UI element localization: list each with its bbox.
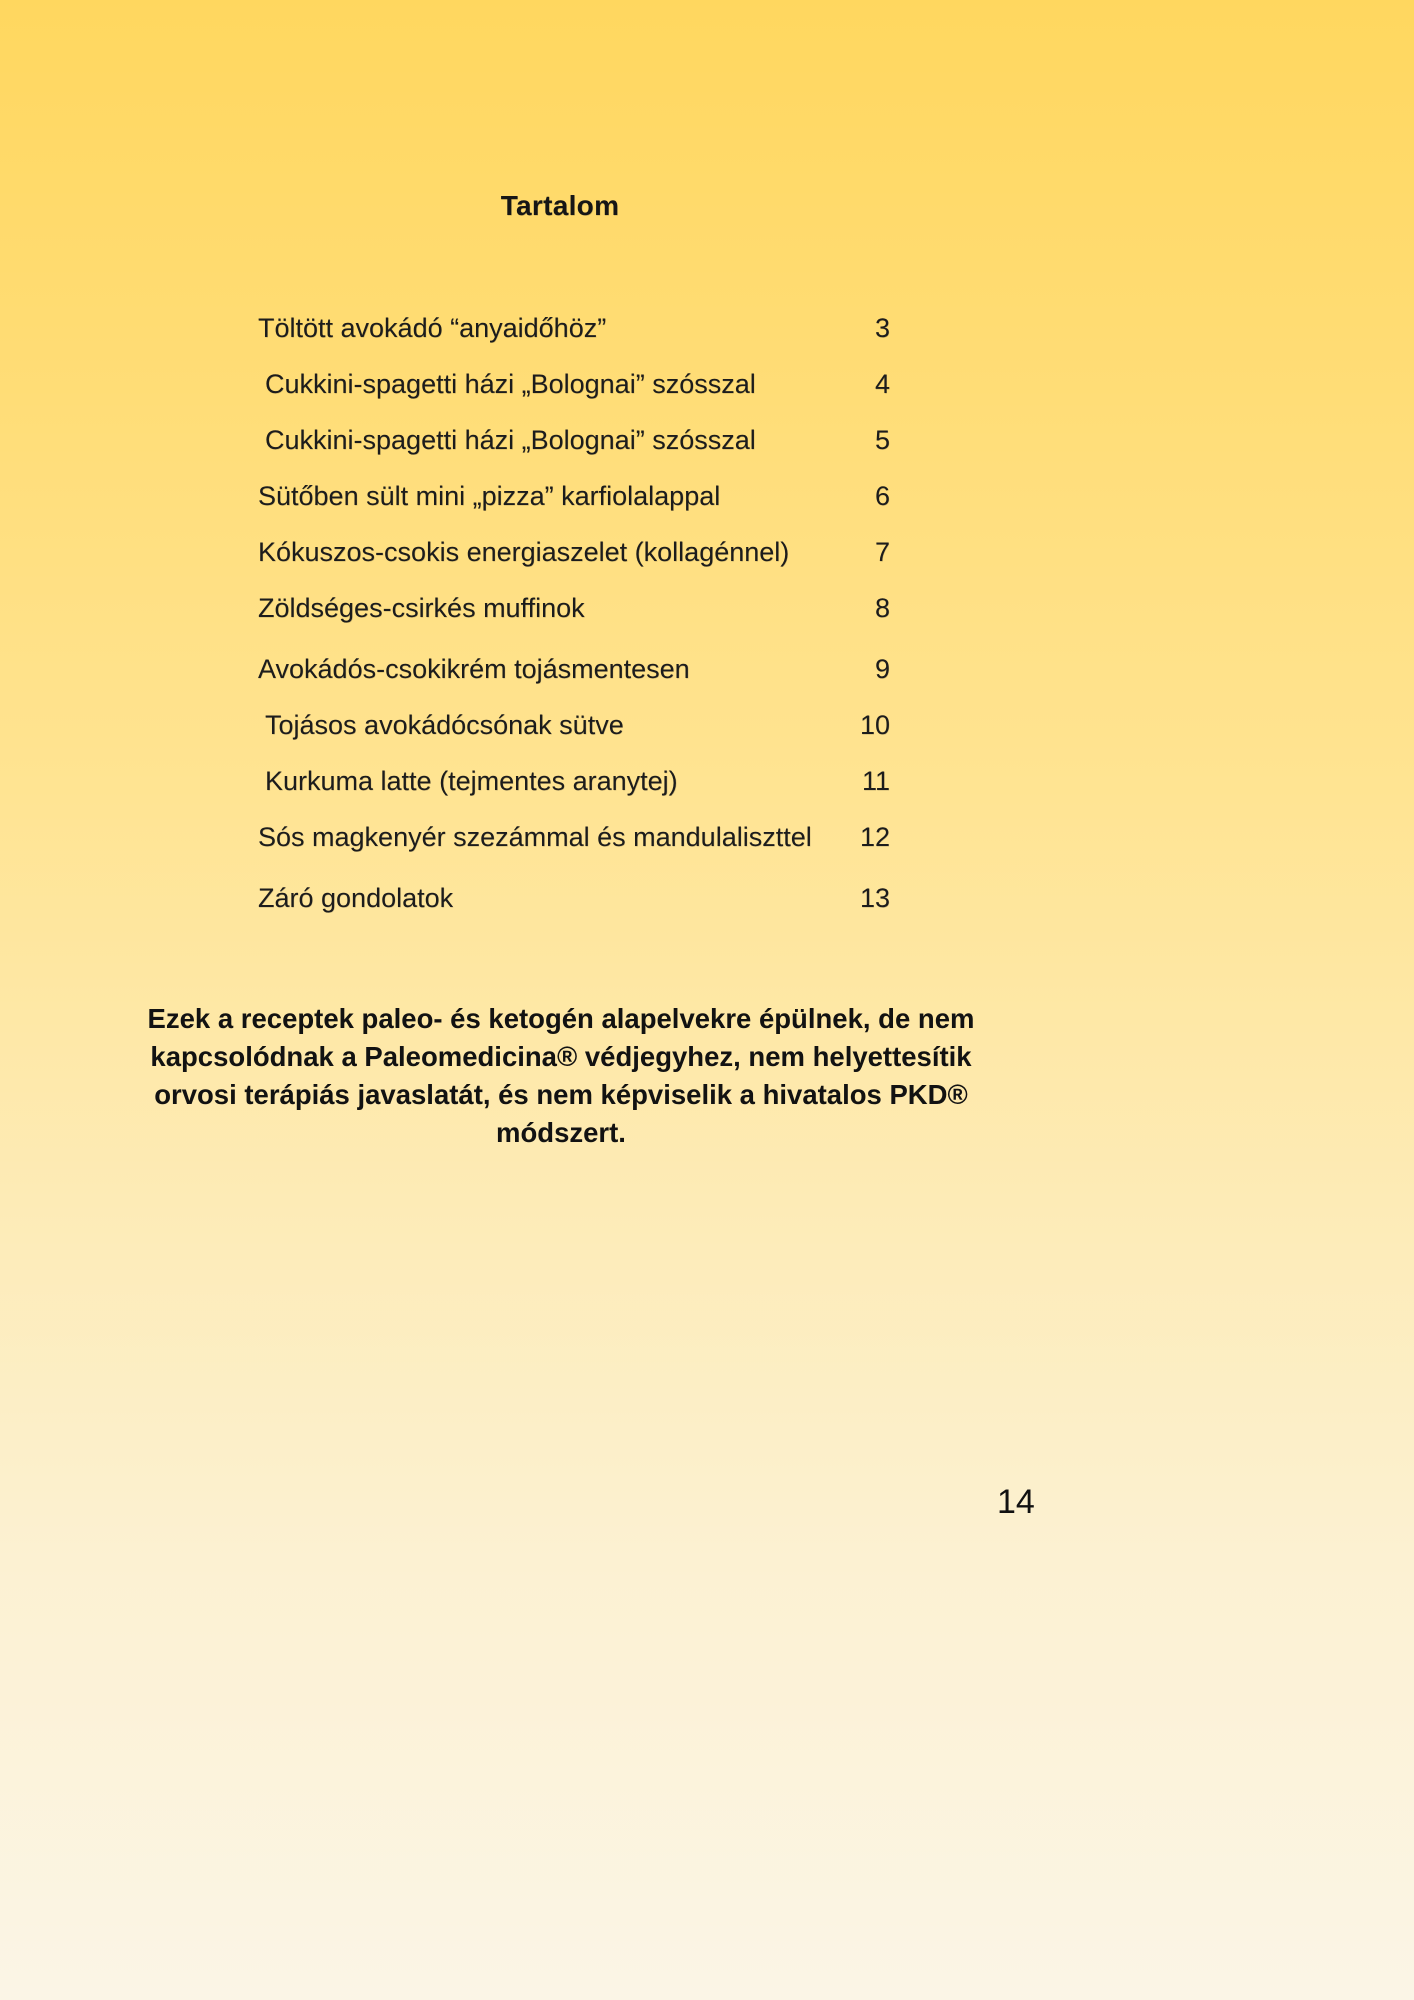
toc-entry[interactable] — [258, 300, 890, 356]
toc-entry-page: 9 — [874, 653, 890, 684]
toc-entry-page: 6 — [874, 480, 890, 511]
toc-entry-page: 12 — [859, 821, 890, 852]
toc-entry-label: Sós magkenyér szezámmal és mandulaliszttel — [258, 821, 812, 852]
toc-entry-page: 10 — [859, 709, 890, 740]
table-of-contents — [258, 300, 890, 926]
toc-entry-label: Sütőben sült mini „pizza” karfiolalappal — [258, 480, 721, 511]
toc-entry-page: 4 — [874, 368, 890, 399]
toc-entry-label: Avokádós-csokikrém tojásmentesen — [258, 653, 690, 684]
toc-entry-label: Cukkini-spagetti házi „Bolognai” szósszal — [265, 424, 756, 455]
toc-entry[interactable] — [258, 809, 890, 865]
toc-entry-label: Zöldséges-csirkés muffinok — [258, 592, 585, 623]
toc-entry-page: 13 — [859, 882, 890, 913]
toc-entry[interactable] — [258, 468, 890, 524]
toc-entry-label: Kókuszos-csokis energiaszelet (kollagénnel) — [258, 536, 790, 567]
toc-entry-label: Kurkuma latte (tejmentes aranytej) — [265, 765, 678, 796]
toc-entry[interactable] — [258, 412, 890, 468]
toc-entry-page: 3 — [874, 312, 890, 343]
page-number: 14 — [997, 1483, 1035, 1521]
toc-entry[interactable] — [258, 753, 890, 809]
toc-entry-page: 11 — [861, 765, 890, 796]
page-title: Tartalom — [500, 190, 620, 221]
toc-entry-page: 8 — [874, 592, 890, 623]
toc-entry[interactable] — [258, 356, 890, 412]
toc-entry[interactable] — [258, 870, 890, 926]
toc-entry-page: 5 — [874, 424, 890, 455]
toc-entry[interactable] — [258, 580, 890, 636]
disclaimer-text: Ezek a receptek paleo- és ketogén alapelvekre épülnek, de nem kapcsolódnak a Paleomedicina® védjegyhez, nem helyettesítik orvosi terápiás javaslatát, és nem képviselik a hivatalos PKD® módszert. — [147, 1003, 975, 1148]
toc-entry[interactable] — [258, 697, 890, 753]
toc-entry[interactable] — [258, 524, 890, 580]
toc-entry-page: 7 — [874, 536, 890, 567]
toc-entry-label: Záró gondolatok — [258, 882, 454, 913]
toc-entry-label: Töltött avokádó “anyaidőhöz” — [258, 312, 607, 343]
toc-entry-label: Tojásos avokádócsónak sütve — [265, 709, 624, 740]
toc-entry[interactable] — [258, 641, 890, 697]
toc-entry-label: Cukkini-spagetti házi „Bolognai” szósszal — [265, 368, 756, 399]
